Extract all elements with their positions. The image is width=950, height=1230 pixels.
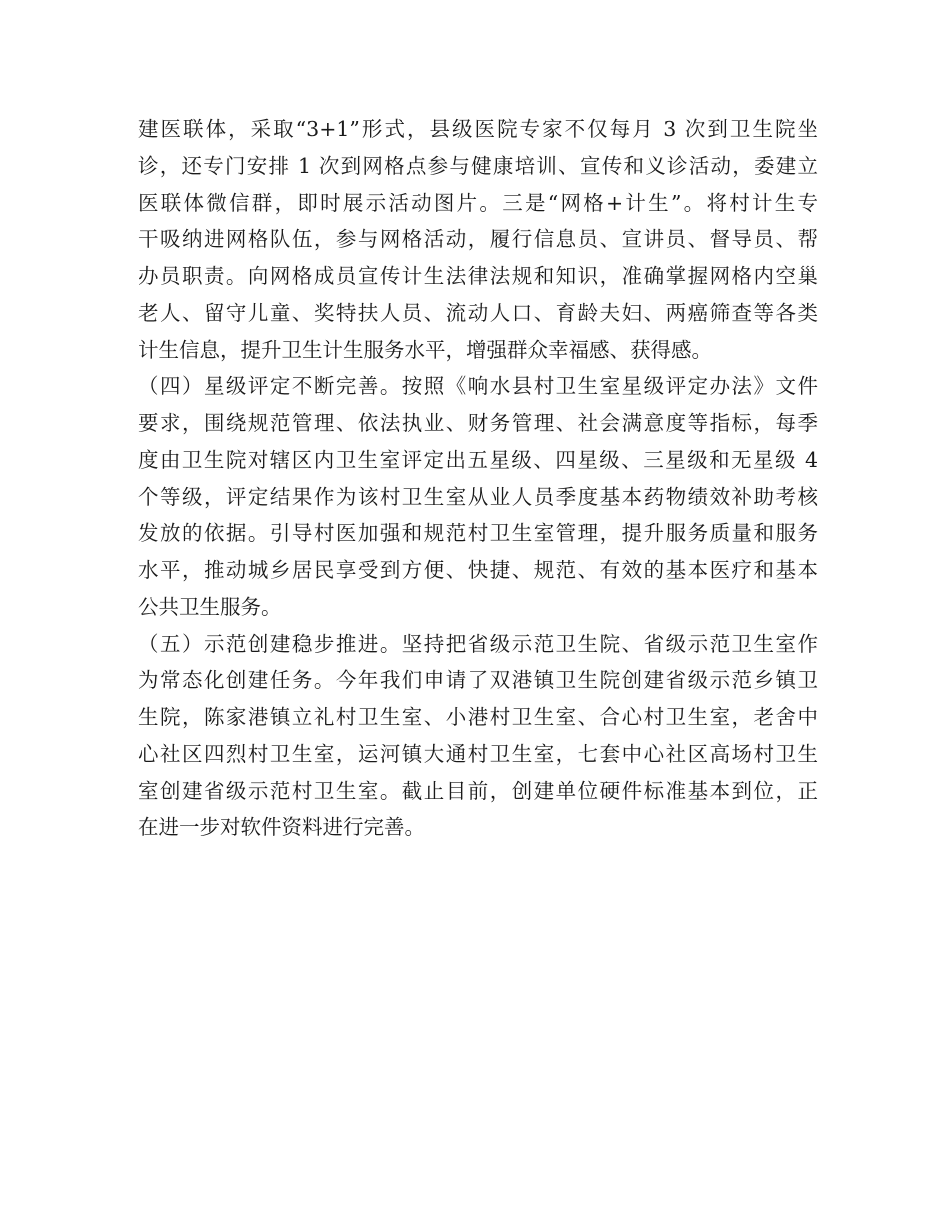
section-heading-line: （四）星级评定不断完善。按照《响水县村卫生室星级评定办法》文件 — [138, 374, 818, 399]
text-line: 心社区四烈村卫生室，运河镇大通村卫生室，七套中心社区高场村卫生 — [138, 741, 818, 766]
text-line: 室创建省级示范村卫生室。截止目前，创建单位硬件标准基本到位，正 — [138, 778, 818, 803]
text-line: 建医联体，采取“3+1”形式，县级医院专家不仅每月 3 次到卫生院坐 — [138, 117, 818, 141]
section-heading-line: （五）示范创建稳步推进。坚持把省级示范卫生院、省级示范卫生室作 — [138, 631, 818, 656]
text-line: 生院，陈家港镇立礼村卫生室、小港村卫生室、合心村卫生室，老舍中 — [138, 705, 818, 729]
body-text — [138, 111, 818, 846]
text-line: 要求，围绕规范管理、依法执业、财务管理、社会满意度等指标，每季 — [138, 411, 818, 435]
text-line: 干吸纳进网格队伍，参与网格活动，履行信息员、宣讲员、督导员、帮 — [138, 227, 818, 252]
text-line: 医联体微信群，即时展示活动图片。三是“网格+计生”。将村计生专 — [138, 190, 818, 215]
text-line: 发放的依据。引导村医加强和规范村卫生室管理，提升服务质量和服务 — [138, 521, 818, 546]
text-line: 计生信息，提升卫生计生服务水平，增强群众幸福感、获得感。 — [138, 337, 712, 362]
text-line: 诊，还专门安排 1 次到网格点参与健康培训、宣传和义诊活动，委建立 — [138, 153, 818, 178]
text-line: 办员职责。向网格成员宣传计生法律法规和知识，准确掌握网格内空巢 — [138, 264, 818, 288]
text-line: 为常态化创建任务。今年我们申请了双港镇卫生院创建省级示范乡镇卫 — [138, 668, 818, 693]
text-line: 在进一步对软件资料进行完善。 — [138, 815, 425, 840]
text-line: 公共卫生服务。 — [138, 594, 282, 619]
text-line: 度由卫生院对辖区内卫生室评定出五星级、四星级、三星级和无星级 4 — [138, 447, 818, 472]
text-line: 老人、留守儿童、奖特扶人员、流动人口、育龄夫妇、两癌筛查等各类 — [138, 300, 818, 325]
text-line: 水平，推动城乡居民享受到方便、快捷、规范、有效的基本医疗和基本 — [138, 558, 818, 582]
text-line: 个等级，评定结果作为该村卫生室从业人员季度基本药物绩效补助考核 — [138, 484, 818, 509]
